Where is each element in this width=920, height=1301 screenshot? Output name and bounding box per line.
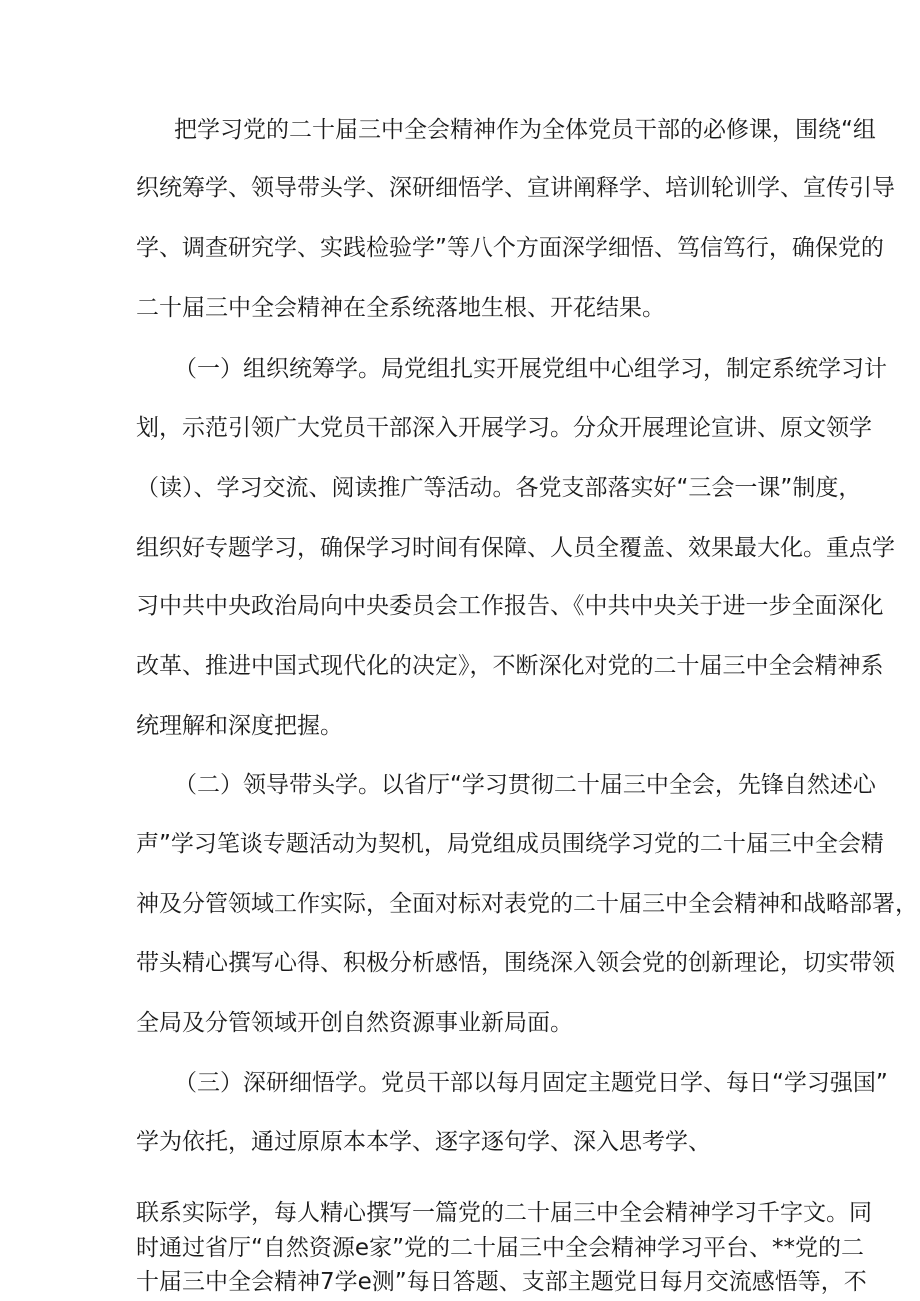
section-2-line-5: 全局及分管领域开创自然资源事业新局面。 bbox=[136, 1010, 573, 1036]
section-1-line-2: 划，示范引领广大党员干部深入开展学习。分众开展理论宣讲、原文领学 bbox=[136, 415, 872, 441]
section-3-line-1: （三）深研细悟学。党员干部以每月固定主题党日学、每日“学习强国” bbox=[174, 1070, 888, 1096]
section-1-line-1: （一）组织统筹学。局党组扎实开展党组中心组学习，制定系统学习计 bbox=[174, 356, 887, 382]
paragraph-intro-line-2: 织统筹学、领导带头学、深研细悟学、宣讲阐释学、培训轮训学、宣传引导 bbox=[136, 175, 895, 201]
section-1-line-7: 统理解和深度把握。 bbox=[136, 713, 343, 739]
paragraph-intro-line-4: 二十届三中全会精神在全系统落地生根、开花结果。 bbox=[136, 295, 665, 321]
section-1-line-5: 习中共中央政治局向中央委员会工作报告、《中共中央关于进一步全面深化 bbox=[136, 593, 884, 619]
section-2-line-2: 声”学习笔谈专题活动为契机，局党组成员围绕学习党的二十届三中全会精 bbox=[136, 831, 884, 857]
section-3-line-5: 十届三中全会精神7学e测”每日答题、支部主题党日每月交流感悟等，不 bbox=[136, 1269, 867, 1295]
paragraph-intro-line-3: 学、调查研究学、实践检验学”等八个方面深学细悟、笃信笃行，确保党的 bbox=[136, 235, 884, 261]
section-3-line-3: 联系实际学，每人精心撰写一篇党的二十届三中全会精神学习千字文。同 bbox=[136, 1200, 872, 1226]
section-2-line-1: （二）领导带头学。以省厅“学习贯彻二十届三中全会，先锋自然述心 bbox=[174, 772, 876, 798]
section-3-line-4: 时通过省厅“自然资源e家”党的二十届三中全会精神学习平台、**党的二 bbox=[136, 1235, 864, 1261]
section-2-line-3: 神及分管领域工作实际，全面对标对表党的二十届三中全会精神和战略部署， bbox=[136, 891, 918, 917]
section-3-line-2: 学为依托，通过原原本本学、逐字逐句学、深入思考学、 bbox=[136, 1129, 711, 1155]
paragraph-intro-line-1: 把学习党的二十届三中全会精神作为全体党员干部的必修课，围绕“组 bbox=[174, 117, 876, 143]
section-1-line-3: （读）、学习交流、阅读推广等活动。各党支部落实好“三会一课”制度， bbox=[136, 475, 862, 501]
section-2-line-4: 带头精心撰写心得、积极分析感悟，围绕深入领会党的创新理论，切实带领 bbox=[136, 950, 895, 976]
section-1-line-4: 组织好专题学习，确保学习时间有保障、人员全覆盖、效果最大化。重点学 bbox=[136, 535, 895, 561]
section-1-line-6: 改革、推进中国式现代化的决定》，不断深化对党的二十届三中全会精神系 bbox=[136, 653, 884, 679]
